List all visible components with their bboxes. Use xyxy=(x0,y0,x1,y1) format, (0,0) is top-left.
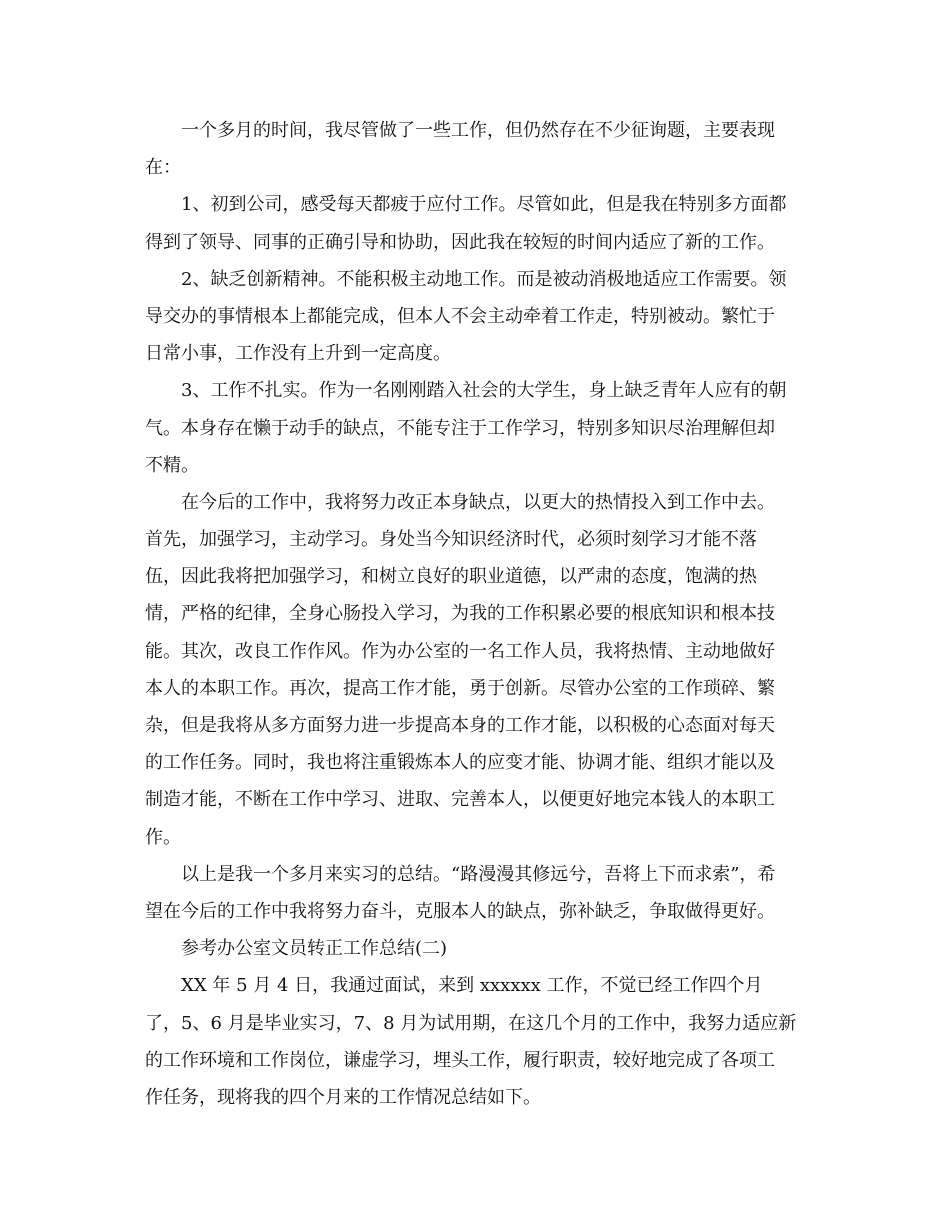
text-line: 2、缺乏创新精神。不能积极主动地工作。而是被动消极地适应工作需要。领 xyxy=(181,268,787,290)
text-line: 作。 xyxy=(145,826,181,848)
text-line: 气。本身存在懒于动手的缺点，不能专注于工作学习，特别多知识尽治理解但却 xyxy=(145,417,775,439)
text-line: 杂，但是我将从多方面努力进一步提高本身的工作才能，以积极的心态面对每天 xyxy=(145,715,775,736)
text-line: 本人的本职工作。再次，提高工作才能，勇于创新。尽管办公室的工作琐碎、繁 xyxy=(145,677,775,699)
text-line: 的工作环境和工作岗位，谦虚学习，埋头工作，履行职责，较好地完成了各项工 xyxy=(145,1049,775,1071)
text-line: XX 年 5 月 4 日，我通过面试，来到 xxxxxx 工作，不觉已经工作四个月 xyxy=(181,975,763,997)
text-line: 的工作任务。同时，我也将注重锻炼本人的应变才能、协调才能、组织才能以及 xyxy=(145,752,775,774)
text-line: 制造才能，不断在工作中学习、进取、完善本人，以便更好地完本钱人的本职工 xyxy=(145,789,775,811)
text-line: 在今后的工作中，我将努力改正本身缺点，以更大的热情投入到工作中去。 xyxy=(181,491,775,513)
text-line: 能。其次，改良工作作风。作为办公室的一名工作人员，我将热情、主动地做好 xyxy=(145,640,775,662)
text-line: 导交办的事情根本上都能完成，但本人不会主动牵着工作走，特别被动。繁忙于 xyxy=(145,305,775,327)
paragraph-plan xyxy=(145,484,825,856)
paragraph-point-1 xyxy=(145,186,825,260)
text-line: 情，严格的纪律，全身心肠投入学习，为我的工作积累必要的根底知识和根本技 xyxy=(145,603,775,625)
paragraph-section-2-intro xyxy=(145,967,825,1116)
text-line: 1、初到公司，感受每天都疲于应付工作。尽管如此，但是我在特别多方面都 xyxy=(181,194,787,216)
text-line: 不精。 xyxy=(145,454,199,476)
text-line: 3、工作不扎实。作为一名刚刚踏入社会的大学生，身上缺乏青年人应有的朝 xyxy=(181,380,787,402)
text-line: 得到了领导、同事的正确引导和协助，因此我在较短的时间内适应了新的工作。 xyxy=(145,231,775,253)
paragraph-intro xyxy=(145,112,825,186)
paragraph-closing xyxy=(145,856,825,930)
text-line: 作任务，现将我的四个月来的工作情况总结如下。 xyxy=(145,1086,541,1108)
document-body xyxy=(145,112,825,1116)
text-line: 一个多月的时间，我尽管做了一些工作，但仍然存在不少征询题，主要表现 xyxy=(181,120,775,141)
text-line: 在： xyxy=(145,157,181,179)
text-line: 了，5、6 月是毕业实习，7、8 月为试用期，在这几个月的工作中，我努力适应新 xyxy=(145,1012,797,1034)
text-line: 首先，加强学习，主动学习。身处当今知识经济时代，必须时刻学习才能不落 xyxy=(145,529,757,551)
text-line: 伍，因此我将把加强学习，和树立良好的职业道德，以严肃的态度，饱满的热 xyxy=(145,566,757,588)
paragraph-point-3 xyxy=(145,372,825,484)
text-line: 日常小事，工作没有上升到一定高度。 xyxy=(145,343,451,365)
section-title xyxy=(145,930,825,967)
text-line: 望在今后的工作中我将努力奋斗，克服本人的缺点，弥补缺乏，争取做得更好。 xyxy=(145,900,775,922)
paragraph-point-2 xyxy=(145,261,825,373)
text-line: 以上是我一个多月来实习的总结。“路漫漫其修远兮，吾将上下而求索”，希 xyxy=(181,863,776,885)
section-heading: 参考办公室文员转正工作总结(二) xyxy=(181,938,448,960)
